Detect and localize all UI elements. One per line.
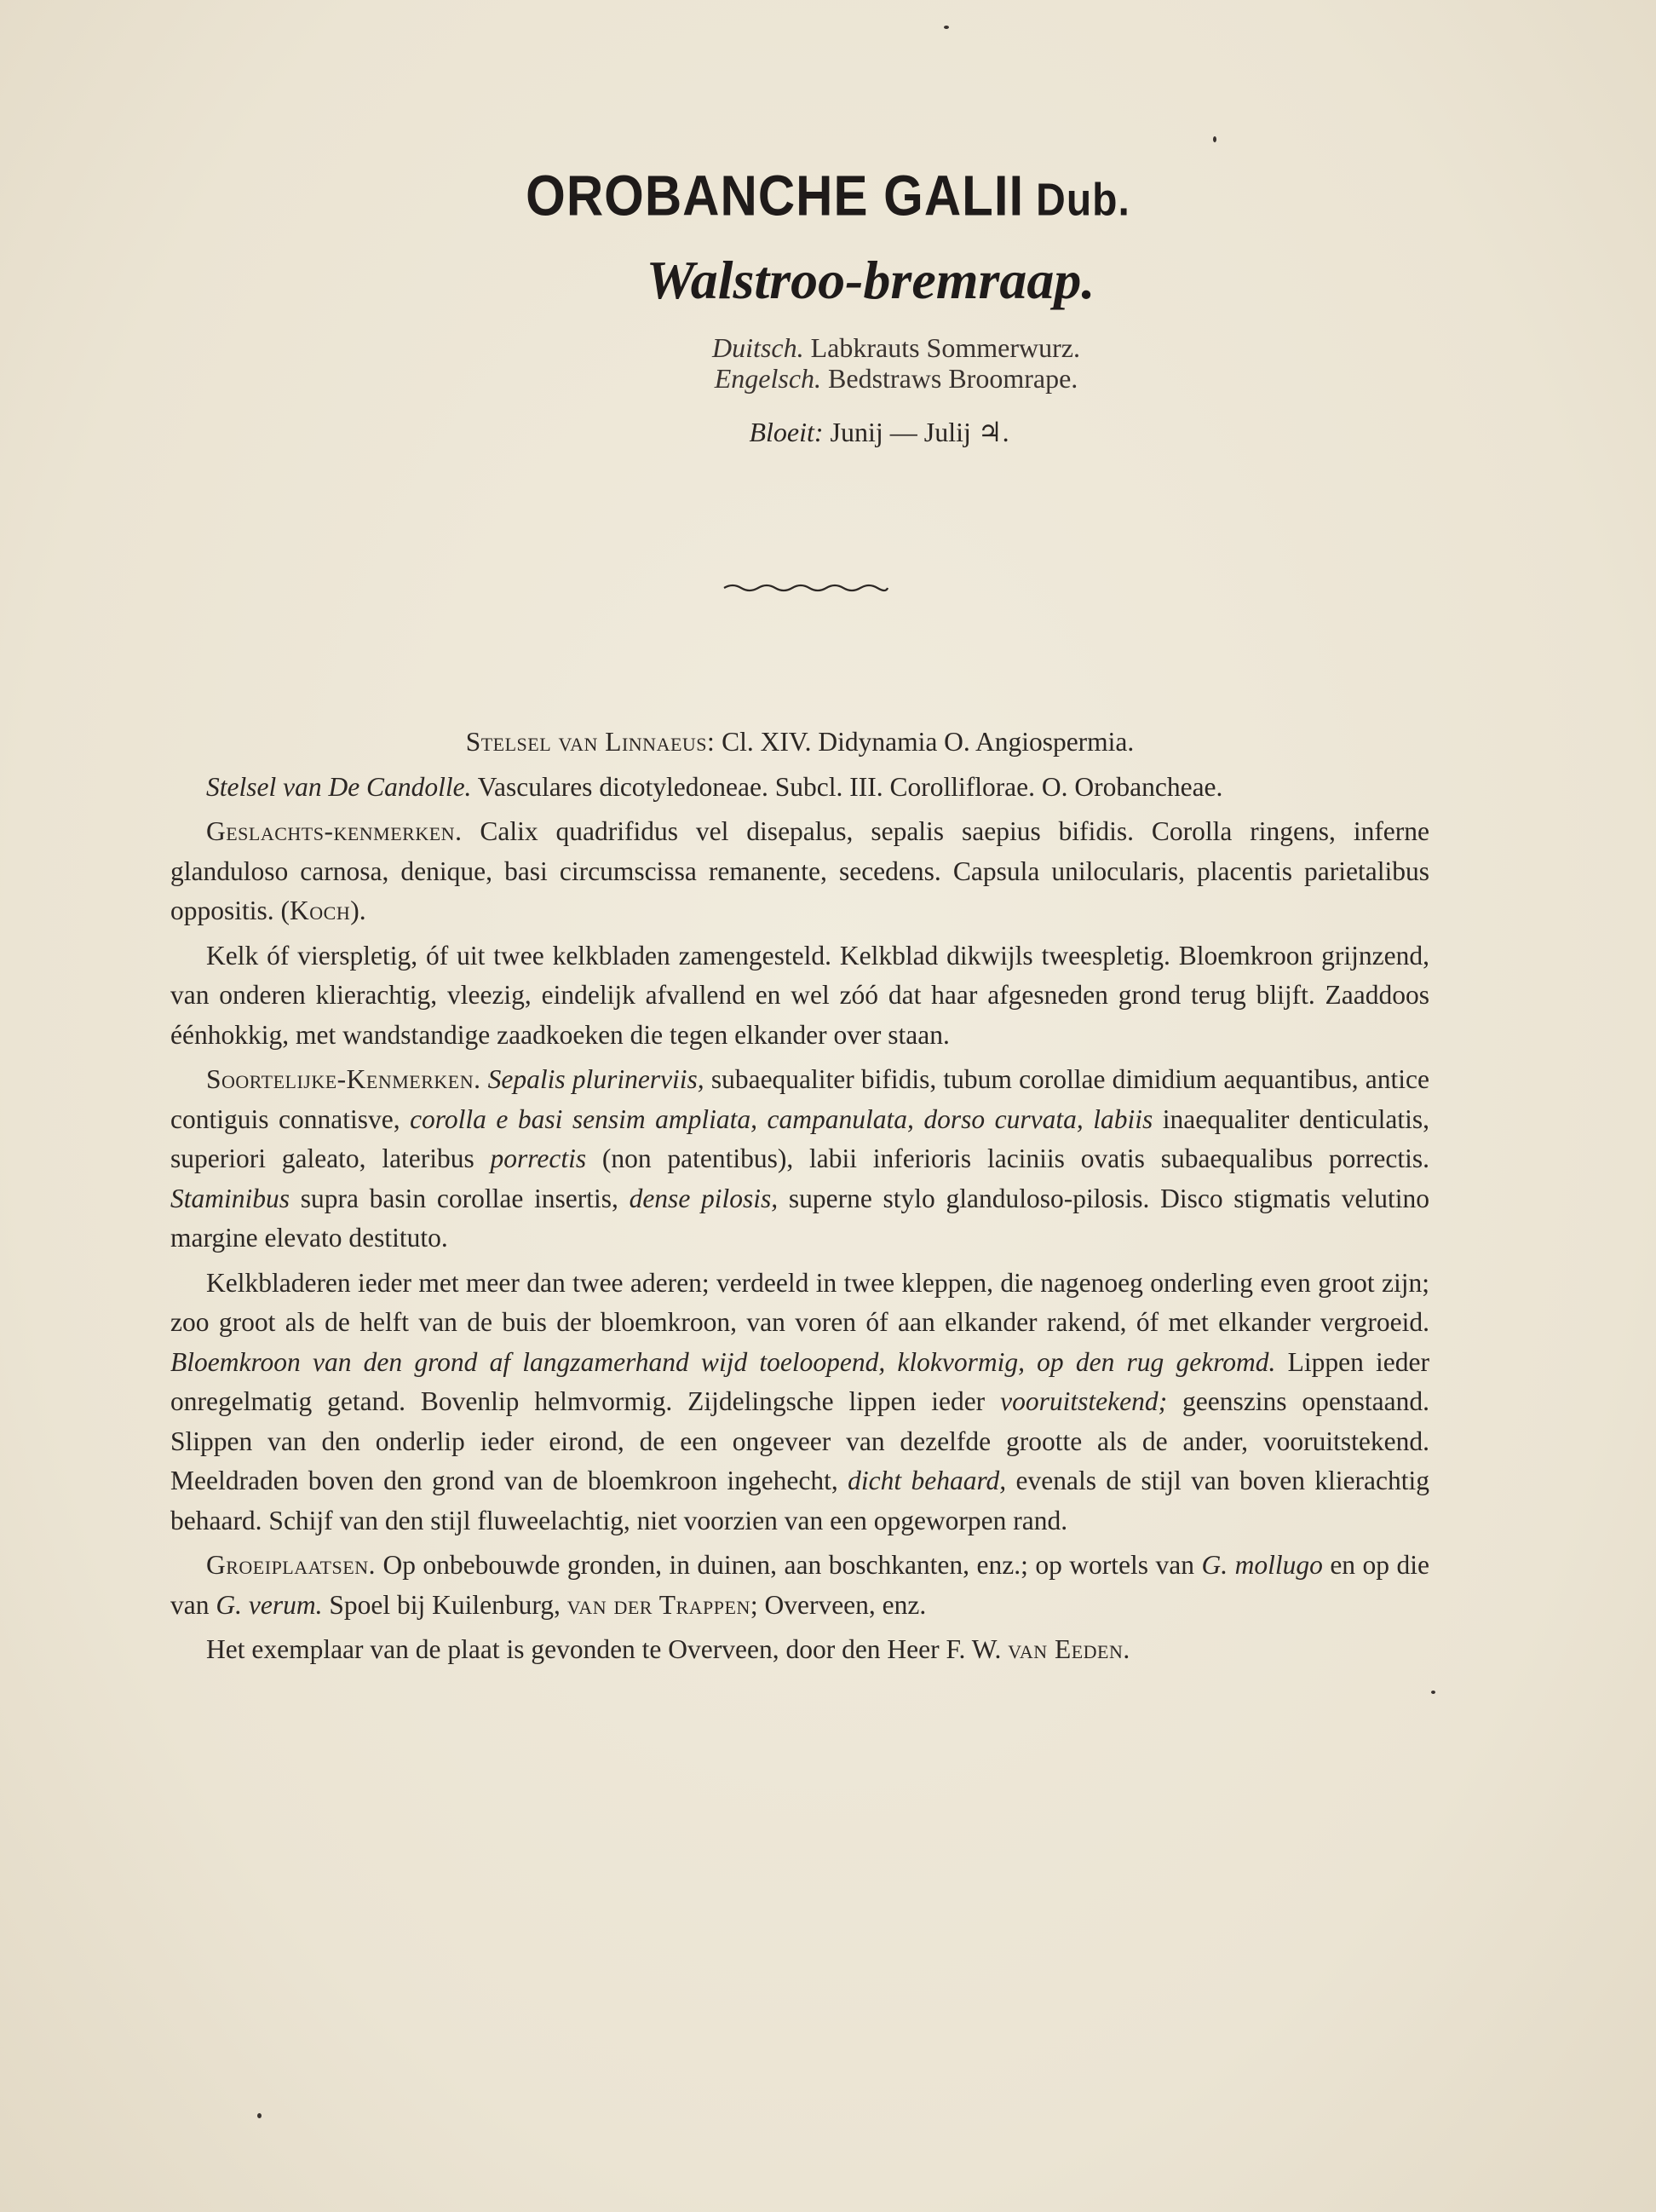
- text-italic: dense pilosis,: [629, 1183, 779, 1213]
- text: subaequaliter bifidis, tubum corollae dimidium aequantibus, antice contiguis connatisve,: [170, 1064, 1429, 1134]
- text: en op die van: [170, 1550, 1429, 1620]
- section-label: Geslachts-kenmerken.: [206, 816, 463, 846]
- text: inaequaliter denticulatis, superiori galeato, lateribus: [170, 1103, 1430, 1173]
- section-text-end: ).: [350, 896, 366, 925]
- species-name: OROBANCHE GALII: [526, 163, 1025, 228]
- genus-characters: [170, 812, 1429, 931]
- section-label: Stelsel van Linnaeus:: [465, 727, 716, 757]
- paper-speck: [257, 2113, 262, 2118]
- vernacular-english: [0, 361, 1656, 395]
- species-characters-dutch: [170, 1264, 1429, 1541]
- vernacular-name: Bedstraws Broomrape.: [828, 363, 1078, 394]
- text-italic: dicht behaard,: [848, 1466, 1007, 1495]
- text-italic: corolla e basi sensim ampliata, campanulata, dorso curvata, labiis: [410, 1103, 1153, 1134]
- text: geenszins openstaand. Slippen van den onderlip ieder eirond, de een ongeveer van dezelfde grootte als de ander, vooruitstekend. Meeldraden boven den grond van de bloemkroon ingehecht,: [170, 1386, 1429, 1495]
- flowering-label: Bloeit:: [749, 417, 824, 447]
- section-label: Stelsel van De Candolle.: [206, 771, 472, 802]
- paper-speck: [944, 26, 949, 29]
- text: supra basin corollae insertis,: [290, 1183, 630, 1213]
- perennial-symbol: ♃.: [977, 417, 1009, 447]
- candolle-system: [170, 768, 1429, 808]
- text-italic: vooruitstekend;: [1000, 1386, 1168, 1416]
- text: Lippen ieder onregelmatig getand. Bovenlip helmvormig. Zijdelingsche lippen ieder: [170, 1346, 1429, 1416]
- vernacular-german: [0, 331, 1656, 365]
- habitat: [170, 1546, 1429, 1625]
- text-italic: Staminibus: [170, 1183, 290, 1213]
- text-italic: Sepalis plurinerviis,: [487, 1064, 704, 1094]
- text: evenals de stijl van boven klierachtig behaard. Schijf van den stijl fluweelachtig, niet voorzien van een opgeworpen rand.: [170, 1466, 1430, 1535]
- finder-name: van Eeden: [1008, 1634, 1124, 1664]
- paper-speck: [1213, 136, 1216, 142]
- text-italic: Bloemkroon van den grond af langzamerhand wijd toeloopend, klokvormig, op den rug gekromd.: [170, 1346, 1276, 1377]
- text: Kelkbladeren ieder met meer dan twee aderen; verdeeld in twee kleppen, die nagenoeg onderling even groot zijn; zoo groot als de helft van de buis der bloemkroon, van voren óf aan elkander rakend, óf met elkander vergroeid.: [170, 1267, 1429, 1337]
- flowering-months: Junij — Julij: [830, 417, 971, 447]
- species-author: Dub.: [1036, 175, 1130, 226]
- text: Het exemplaar van de plaat is gevonden te Overveen, door den Heer F. W.: [206, 1634, 1009, 1664]
- ornament-divider: [721, 578, 891, 598]
- collector-name: van der Trappen: [566, 1589, 750, 1620]
- text-italic: G. mollugo: [1201, 1550, 1323, 1580]
- dutch-name: Walstroo-bremraap.: [646, 250, 1095, 310]
- vernacular-name: Labkrauts Sommerwurz.: [810, 332, 1080, 363]
- section-label: Groeiplaatsen.: [206, 1550, 376, 1580]
- linnaeus-system: [170, 723, 1429, 763]
- species-title: [0, 163, 1656, 228]
- text-italic: porrectis: [490, 1143, 587, 1173]
- genus-characters-dutch: Kelk óf vierspletig, óf uit twee kelkbladen zamengesteld. Kelkblad dikwijls tweespletig. Bloemkroon grijnzend, van onderen klierachtig, vleezig, eindelijk afvallend en wel zóó dat haar afgesneden grond terug blijft. Zaaddoos éénhokkig, met wandstandige zaadkoeken die tegen elkander over staan.: [170, 940, 1429, 1050]
- text: (non patentibus), labii inferioris laciniis ovatis subaequalibus porrectis.: [586, 1143, 1429, 1173]
- flowering-period: [0, 416, 1656, 448]
- text-italic: G. verum.: [216, 1589, 323, 1620]
- text: superne stylo glanduloso-pilosis. Disco stigmatis velutino margine elevato destituto.: [170, 1183, 1429, 1253]
- text: ; Overveen, enz.: [750, 1589, 927, 1620]
- lang-label: Duitsch.: [712, 332, 804, 363]
- section-label: Soortelijke-Kenmerken.: [206, 1064, 481, 1094]
- text: Spoel bij Kuilenburg,: [322, 1589, 567, 1620]
- specimen-note: [170, 1630, 1429, 1670]
- paper-speck: [1431, 1691, 1435, 1694]
- description-text: [170, 723, 1429, 1675]
- text: .: [1123, 1634, 1130, 1664]
- section-text: Cl. XIV. Didynamia O. Angiospermia.: [722, 727, 1135, 757]
- lang-label: Engelsch.: [714, 363, 822, 394]
- section-text: Vasculares dicotyledoneae. Subcl. III. Corolliflorae. O. Orobancheae.: [477, 771, 1223, 802]
- species-characters: [170, 1060, 1429, 1259]
- section-text: Calix quadrifidus vel disepalus, sepalis saepius bifidis. Corolla ringens, inferne glanduloso carnosa, denique, basi circumscissa remanente, secedens. Capsula unilocularis, placentis parietalibus oppositis. (: [170, 816, 1430, 925]
- text: Op onbebouwde gronden, in duinen, aan boschkanten, enz.; op wortels van: [375, 1550, 1202, 1580]
- source-citation: Koch: [290, 896, 351, 925]
